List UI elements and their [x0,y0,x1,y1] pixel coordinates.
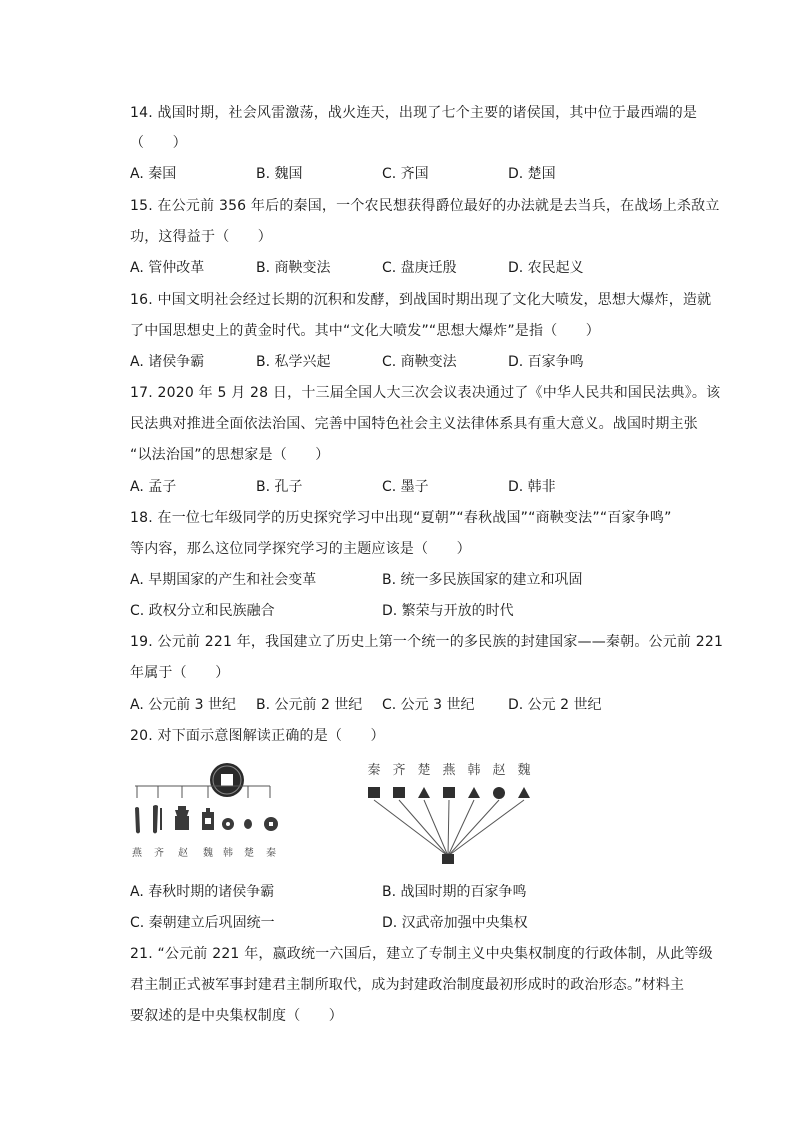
script-state-label: 楚 [417,763,431,778]
question-14-line-1: 14. 战国时期，社会风雷激荡，战火连天，出现了七个主要的诸侯国，其中位于最西端的是 [130,105,698,121]
question-16-line-2: 了中国思想史上的黄金时代。其中“文化大喷发”“思想大爆炸”是指（ ） [130,323,601,339]
coin-diagram [132,763,278,859]
question-18-line-1: 18. 在一位七年级同学的历史探究学习中出现“夏朝”“春秋战国”“商鞅变法”“百家争鸣” [130,510,672,526]
coin-state-label: 魏 [203,848,213,859]
option-d[interactable]: D. 公元 2 世纪 [508,697,602,713]
script-state-label: 秦 [367,763,381,778]
knife-coin-icon [153,805,158,834]
coin-state-label: 燕 [132,848,142,859]
question-21-line-2: 君主制正式被军事封建君主制所取代，成为封建政治制度最初形成时的政治形态。”材料主 [130,977,685,993]
option-b[interactable]: B. 私学兴起 [256,354,331,370]
question-18-options-row-1 [130,570,730,590]
option-c[interactable]: C. 公元 3 世纪 [382,697,475,713]
diagram-svg [130,756,570,866]
question-18-options-row-2 [130,601,730,621]
option-d[interactable]: D. 韩非 [508,479,556,495]
script-state-label: 齐 [392,763,406,778]
script-state-label: 赵 [492,763,506,778]
question-16-options [130,352,730,372]
option-a[interactable]: A. 孟子 [130,479,177,495]
question-19-options [130,695,730,715]
option-c[interactable]: C. 墨子 [382,479,429,495]
coin-state-label: 秦 [266,848,276,859]
ancient-glyph-icon [368,787,380,798]
option-c[interactable]: C. 齐国 [382,166,429,182]
option-b[interactable]: B. 战国时期的百家争鸣 [382,884,527,900]
option-b[interactable]: B. 统一多民族国家的建立和巩固 [382,572,583,588]
option-b[interactable]: B. 商鞅变法 [256,260,331,276]
question-19-line-1: 19. 公元前 221 年，我国建立了历史上第一个统一的多民族的封建国家——秦朝。公元前 221 [130,634,724,650]
question-15-line-1: 15. 在公元前 356 年后的秦国，一个农民想获得爵位最好的办法就是去当兵，在战场上杀敌立 [130,198,720,214]
ancient-glyph-icon [393,787,405,798]
option-d[interactable]: D. 农民起义 [508,260,584,276]
option-a[interactable]: A. 早期国家的产生和社会变革 [130,572,317,588]
question-15-line-2: 功，这得益于（ ） [130,229,272,245]
ancient-glyph-icon [518,787,530,798]
option-a[interactable]: A. 秦国 [130,166,177,182]
ancient-glyph-icon [468,787,480,798]
option-b[interactable]: B. 魏国 [256,166,303,182]
coin-state-label: 赵 [178,848,188,859]
option-d[interactable]: D. 楚国 [508,166,556,182]
ancient-glyph-icon [493,787,505,799]
question-20-options-row-2 [130,913,730,933]
unification-diagram [130,756,570,866]
coin-state-label: 齐 [154,848,164,859]
question-14-options [130,164,730,184]
ant-nose-coin-icon [244,819,252,829]
script-state-label: 燕 [442,763,456,778]
coin-state-label: 楚 [244,848,254,859]
option-b[interactable]: B. 孔子 [256,479,303,495]
ancient-glyph-icon [443,787,455,798]
option-c[interactable]: C. 商鞅变法 [382,354,457,370]
option-a[interactable]: A. 春秋时期的诸侯争霸 [130,884,275,900]
option-a[interactable]: A. 管仲改革 [130,260,205,276]
option-a[interactable]: A. 诸侯争霸 [130,354,205,370]
option-d[interactable]: D. 百家争鸣 [508,354,584,370]
spade-coin-icon [175,806,189,830]
option-c[interactable]: C. 政权分立和民族融合 [130,603,275,619]
script-diagram [367,762,530,864]
question-17-line-2: 民法典对推进全面依法治国、完善中国特色社会主义法律体系具有重大意义。战国时期主张 [130,416,698,432]
option-d[interactable]: D. 汉武帝加强中央集权 [382,915,528,931]
question-15-options [130,258,730,278]
question-17-options [130,477,730,497]
question-21-line-3: 要叙述的是中央集权制度（ ） [130,1008,343,1024]
option-c[interactable]: C. 盘庚迁殷 [382,260,457,276]
question-20-line-1: 20. 对下面示意图解读正确的是（ ） [130,728,385,744]
question-18-line-2: 等内容，那么这位同学探究学习的主题应该是（ ） [130,541,471,557]
option-d[interactable]: D. 繁荣与开放的时代 [382,603,514,619]
question-21-line-1: 21. “公元前 221 年，嬴政统一六国后，建立了专制主义中央集权制度的行政体制，从此等级 [130,946,713,962]
ancient-glyph-icon [418,787,430,798]
option-a[interactable]: A. 公元前 3 世纪 [130,697,237,713]
question-17-line-3: “以法治国”的思想家是（ ） [130,447,330,463]
question-19-line-2: 年属于（ ） [130,665,230,681]
option-c[interactable]: C. 秦朝建立后巩固统一 [130,915,275,931]
coin-hole-icon [221,774,233,786]
question-16-line-1: 16. 中国文明社会经过长期的沉积和发酵，到战国时期出现了文化大喷发，思想大爆炸，造就 [130,292,712,308]
question-17-line-1: 17. 2020 年 5 月 28 日，十三届全国人大三次会议表决通过了《中华人民共和国民法典》。该 [130,385,721,401]
coin-state-label: 韩 [223,848,233,859]
question-14-line-2: （ ） [130,135,187,151]
option-b[interactable]: B. 公元前 2 世纪 [256,697,363,713]
script-state-label: 韩 [467,763,481,778]
small-seal-glyph-icon [442,854,454,864]
question-20-options-row-1 [130,882,730,902]
script-state-label: 魏 [517,763,531,778]
knife-coin-icon [135,807,140,834]
